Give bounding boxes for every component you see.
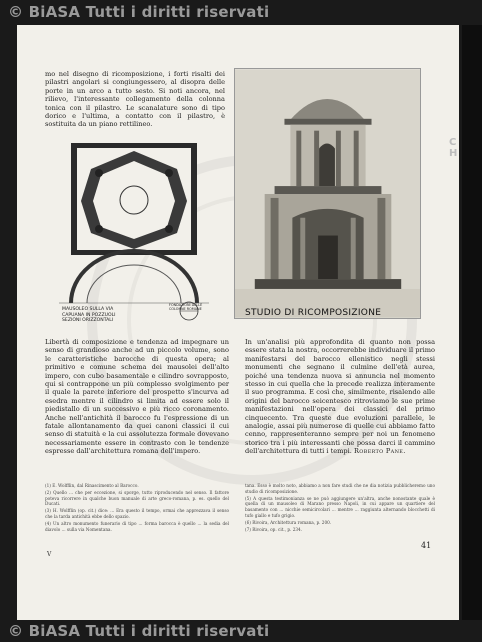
elevation-drawing-figure xyxy=(234,68,421,319)
plan-exedra-inner-arc xyxy=(87,265,181,303)
plinth xyxy=(255,279,401,289)
drum-column-1 xyxy=(296,131,301,186)
base-pillar-right xyxy=(377,198,385,279)
footnote-2: (2) Quello ... che per eccezione, si sporge, tutto riproducendo nel senso. Il fattore poteva ricorrere in qualche buon manuale di arte greco-romana, p. es. quello del Ducati. xyxy=(45,489,229,507)
footnotes-left xyxy=(45,483,229,533)
right-margin-mark: C H xyxy=(449,137,458,159)
plan-exedra-arc xyxy=(71,251,197,303)
base-door xyxy=(318,236,338,280)
footnote-4: (4) Un altro monumento funerario di tipo ... forma barocca è quello ... la sedia del diavolo ... sulla via Nomentana. xyxy=(45,520,229,532)
right-column-text xyxy=(245,338,435,456)
watermark-bottom: © BiASA Tutti i diritti riservati xyxy=(8,622,270,640)
base-pillar-left xyxy=(271,198,279,279)
left-margin-mark: V xyxy=(47,551,52,558)
footnote-7: (7) Rivoira, op. cit., p. 234. xyxy=(245,526,303,532)
drum-column-4 xyxy=(354,131,359,186)
plan-column-4 xyxy=(165,225,173,233)
elevation-title: STUDIO DI RICOMPOSIZIONE xyxy=(245,308,382,318)
plan-caption: MAUSOLEO SULLA VIA CAPUANA IN POZZUOLI SEZIONI ORIZZONTALI xyxy=(62,307,116,323)
footnote-4-continued: tana. Esso è molto noto, abbiamo a non fare studi che ne dia notizia pubblicheremo uno studio di ricomposizione. xyxy=(245,483,435,494)
footnote-1: (1) E. Wolfflin, dal Rinascimento al Barocco. xyxy=(45,483,139,488)
plan-column-1 xyxy=(95,169,103,177)
author-signature: Roberto Pane. xyxy=(353,447,406,456)
drum-column-3 xyxy=(336,131,341,186)
base-column-2 xyxy=(351,218,356,279)
base-column-1 xyxy=(300,218,305,279)
dome-cornice xyxy=(284,119,371,125)
footnote-6: (6) Rivoira, Architettura romana, p. 200. xyxy=(245,519,332,525)
page-number: 41 xyxy=(421,541,432,550)
scan-dark-edge xyxy=(462,25,482,620)
plan-column-2 xyxy=(165,169,173,177)
footnote-3: (3) H. Wolfflin (op. cit.) dice: ... Era questo il tempo, ormai che apprezzava il senso che la tarda antichità ebbe dello spazio. xyxy=(45,508,229,519)
right-column-body: In un'analisi più approfondita di quanto non possa essere stata la nostra, occorrerebbe individuare il primo manifestarsi del barocco ellenistico negli stessi monumenti che segnano il culmine dell'età aurea, poiché una tendenza nuova si annuncia nel momento stesso in cui quella che la precede realizza interamente il suo programma. E così che, similmente, risalendo alle origini del barocco seicentesco ritroviamo le sue prime manifestazioni nell'opera dei classici del primo cinquecento. Tra queste due evoluzioni parallele, le analogie, assai più numerose di quelle cui abbiamo fatto cenno, rappresenteranno sempre per noi un fenomeno storico tra i più interessanti che possa darci il cammino dell'architettura di tutti i tempi. xyxy=(245,338,435,456)
left-column-text: Libertà di composizione e tendenza ad impegnare un senso di grandioso anche ad un piccolo volume, sono le caratteristiche barocche di questa opera; al primitivo e comune schema dei mausolei dell'alto impero, con cubo basamentale e cilindro sovrapposto, qui si contrappone un più complesso svolgimento per il quale la parete inferiore del prospetto s'incurva ad esedra mentre il cilindro si limita ad essere solo il piedistallo di un successivo e più ricco coronamento. Anche nell'antichità il barocco fu l'espressione di un fatale allontanamento da quei canoni classici il cui senso di statuità e la cui assolutezza formale dovevano necessariamente essere in contrasto con le tendenze espresse dall'architettura romana dell'impero. xyxy=(45,338,229,456)
footnotes-right xyxy=(245,483,435,533)
intro-paragraph: mo nel disegno di ricomposizione, i forti risalti dei pilastri angolari si congiungessero, al disopra delle porte in un arco a tutto sesto. Si noti ancora, nel rilievo, l'interessante collegamento della colonna tonica con il pilastro. Le scanalature sono di tipo dorico e l'ultima, a contatto con il pilastro, è sostituita da un piano rettilineo. xyxy=(45,70,225,129)
document-page xyxy=(17,25,459,620)
plan-column-3 xyxy=(95,225,103,233)
drum-niche xyxy=(319,144,335,187)
scale-caption: FONDAZIONI DELLE COLONNE ROMANE xyxy=(169,303,203,312)
footnote-5: (5) A questa testimonianza se ne può aggiungere un'altra, anche nonostante quale è quella di un mausoleo di Marano presso Napoli, in cui appare un quartiere del basamento con ... nicchie semicircolari ... mentre ... raggiunta alternando blocchetti di tufo giallo e tufo grigio. xyxy=(245,495,435,518)
watermark-top: © BiASA Tutti i diritti riservati xyxy=(8,3,270,21)
drum-column-2 xyxy=(314,131,319,186)
base-cornice xyxy=(275,186,382,194)
